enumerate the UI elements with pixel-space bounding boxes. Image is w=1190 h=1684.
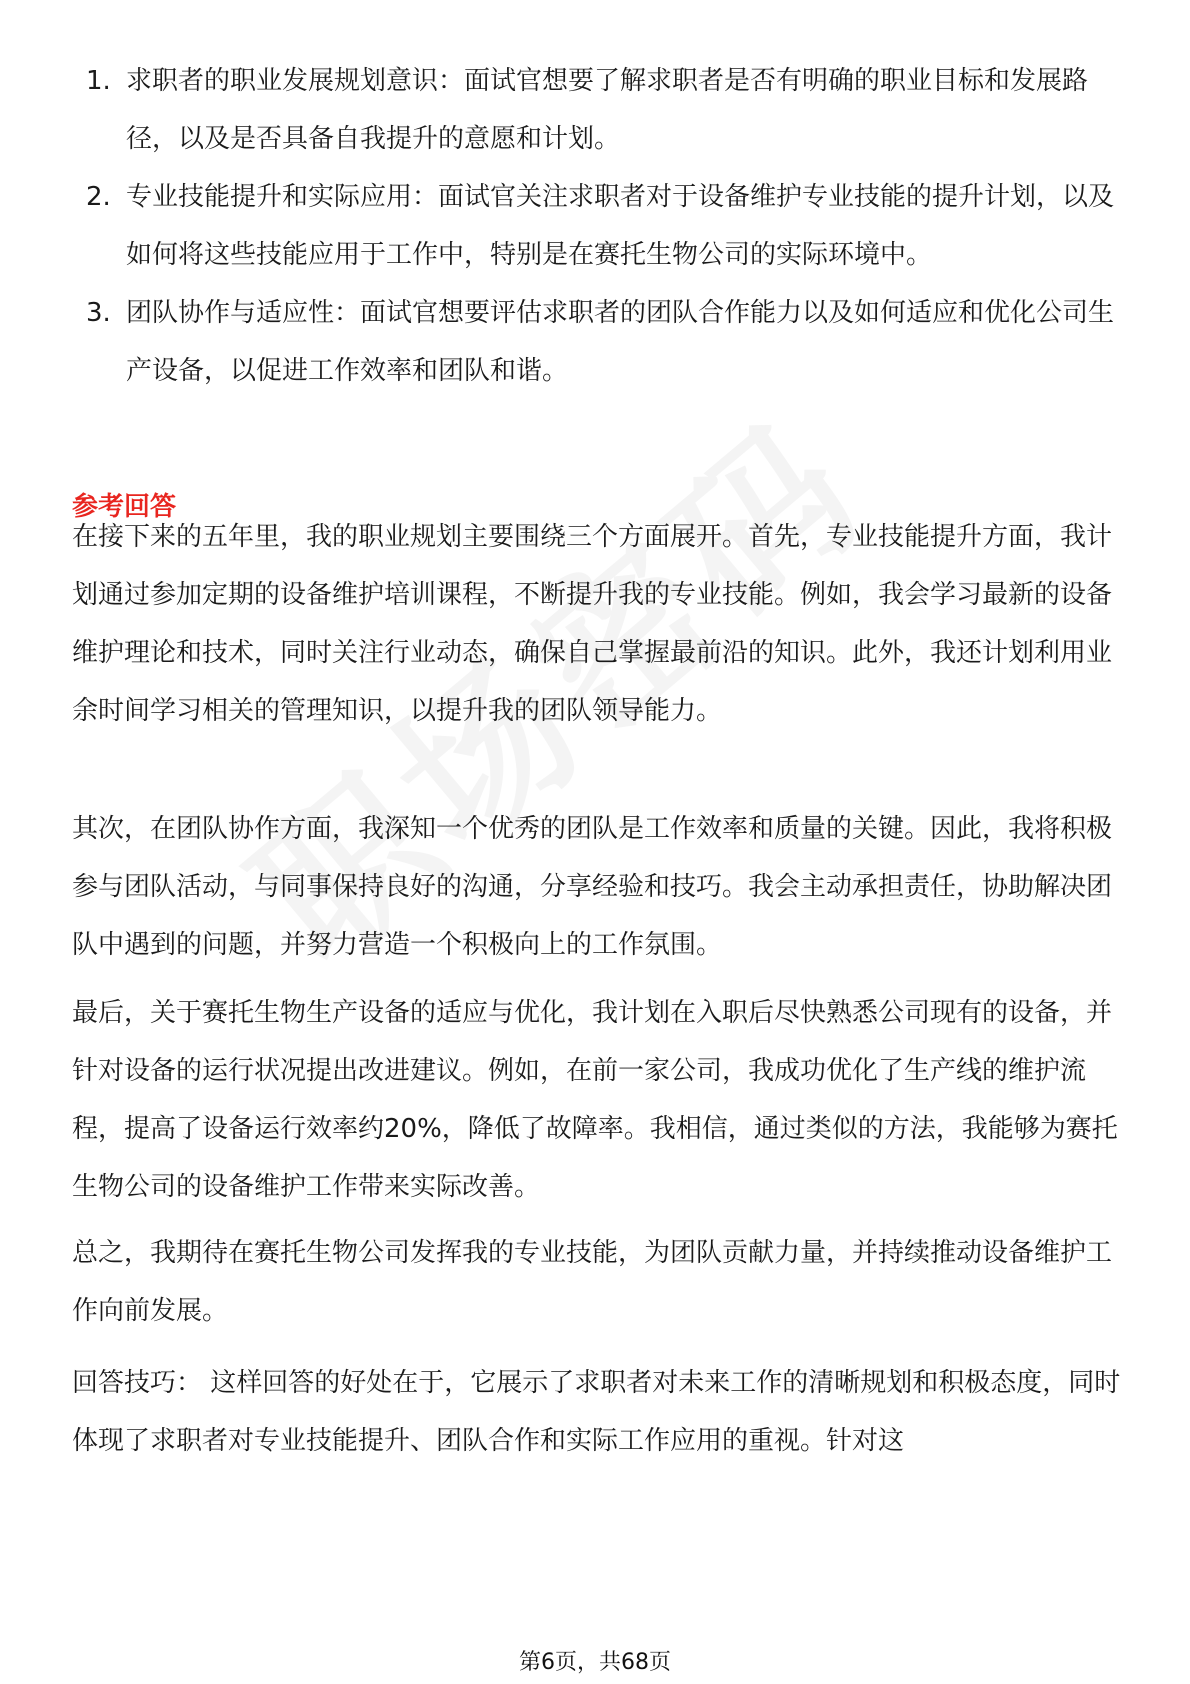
list-item-number: 1. <box>86 66 111 96</box>
list-item-text: 专业技能提升和实际应用：面试官关注求职者对于设备维护专业技能的提升计划，以及如何将这些技能应用于工作中，特别是在赛托生物公司的实际环境中。 <box>126 182 1115 270</box>
list-item <box>72 168 1122 284</box>
section-heading: 参考回答 <box>72 492 177 522</box>
answer-paragraph: 总之，我期待在赛托生物公司发挥我的专业技能，为团队贡献力量，并持续推动设备维护工作向前发展。 <box>72 1238 1113 1326</box>
answer-paragraph: 在接下来的五年里，我的职业规划主要围绕三个方面展开。首先，专业技能提升方面，我计划通过参加定期的设备维护培训课程，不断提升我的专业技能。例如，我会学习最新的设备维护理论和技术，同时关注行业动态，确保自己掌握最前沿的知识。此外，我还计划利用业余时间学习相关的管理知识，以提升我的团队领导能力。 <box>72 522 1113 726</box>
list-item-text: 团队协作与适应性：面试官想要评估求职者的团队合作能力以及如何适应和优化公司生产设备，以促进工作效率和团队和谐。 <box>126 298 1115 386</box>
list-item-number: 3. <box>86 298 111 328</box>
list-item-text: 求职者的职业发展规划意识：面试官想要了解求职者是否有明确的职业目标和发展路径，以及是否具备自我提升的意愿和计划。 <box>126 66 1089 154</box>
question-points-list <box>72 52 1122 400</box>
list-item <box>72 284 1122 400</box>
page-number-footer: 第6页，共68页 <box>519 1650 671 1675</box>
list-item-number: 2. <box>86 182 111 212</box>
list-item <box>72 52 1122 168</box>
answer-paragraph: 其次，在团队协作方面，我深知一个优秀的团队是工作效率和质量的关键。因此，我将积极参与团队活动，与同事保持良好的沟通，分享经验和技巧。我会主动承担责任，协助解决团队中遇到的问题，并努力营造一个积极向上的工作氛围。 <box>72 814 1113 960</box>
answer-paragraph: 最后，关于赛托生物生产设备的适应与优化，我计划在入职后尽快熟悉公司现有的设备，并针对设备的运行状况提出改进建议。例如，在前一家公司，我成功优化了生产线的维护流程，提高了设备运行效率约20%，降低了故障率。我相信，通过类似的方法，我能够为赛托生物公司的设备维护工作带来实际改善。 <box>72 998 1118 1202</box>
answer-tips-paragraph: 回答技巧： 这样回答的好处在于，它展示了求职者对未来工作的清晰规划和积极态度，同时体现了求职者对专业技能提升、团队合作和实际工作应用的重视。针对这 <box>72 1368 1121 1456</box>
